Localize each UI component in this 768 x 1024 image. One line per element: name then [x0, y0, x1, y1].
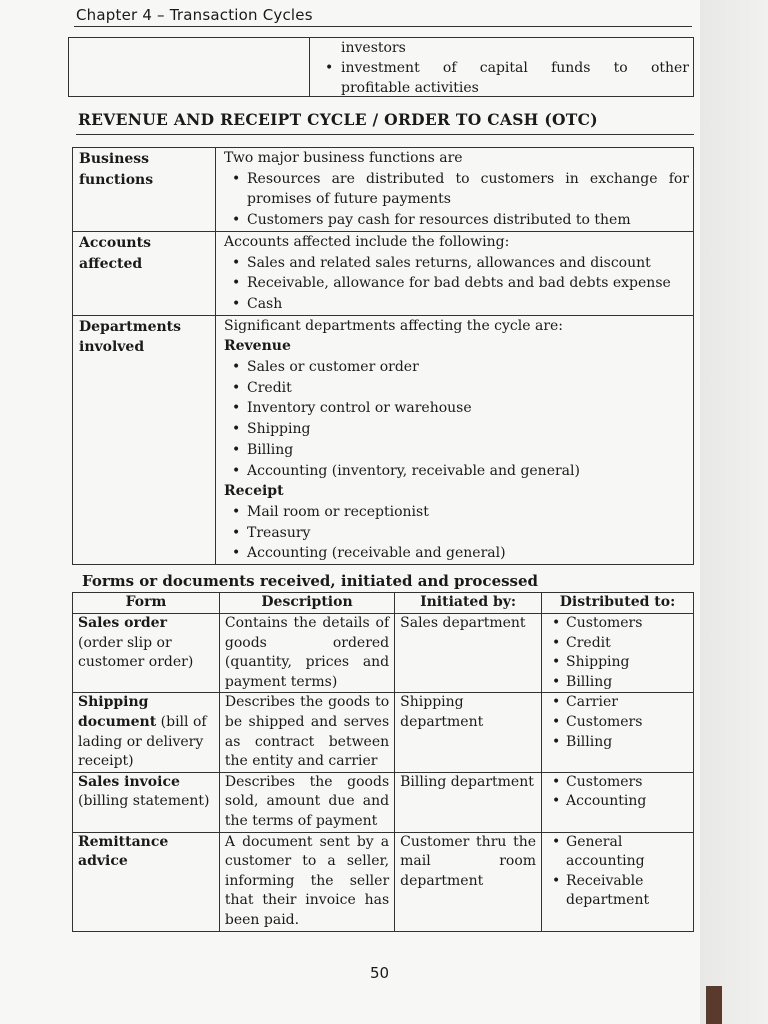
- form-name: Shipping document: [78, 694, 157, 730]
- row-intro: Significant departments affecting the cycle are:: [224, 317, 564, 334]
- form-cell: [73, 614, 220, 693]
- list-item: • Accounting (inventory, receivable and general): [224, 461, 689, 482]
- initiated-cell: Customer thru the mail room department: [395, 832, 542, 931]
- description-cell: Describes the goods to be shipped and serves as contract between the entity and carrier: [219, 693, 394, 772]
- description-cell: Contains the details of goods ordered (quantity, prices and payment terms): [219, 614, 394, 693]
- column-header: Form: [73, 593, 220, 614]
- forms-title: Forms or documents received, initiated and processed: [82, 572, 539, 590]
- list-item: • Cash: [224, 294, 689, 315]
- row-label-line: Business: [79, 151, 150, 167]
- column-header: Initiated by:: [395, 593, 542, 614]
- row-intro: Accounts affected include the following:: [224, 233, 510, 250]
- revenue-heading: Revenue: [224, 338, 291, 355]
- chapter-header: Chapter 4 – Transaction Cycles: [76, 6, 313, 24]
- list-item: • Credit: [550, 634, 688, 654]
- row-content: [216, 148, 694, 232]
- distributed-cell: [542, 693, 694, 772]
- column-header: Distributed to:: [542, 593, 694, 614]
- list-item: • Billing: [550, 673, 688, 693]
- distributed-cell: [542, 832, 694, 931]
- list-item: • Accounting (receivable and general): [224, 543, 689, 564]
- revenue-list: [224, 357, 689, 481]
- distribution-list: [550, 833, 688, 911]
- continuation-cell: [319, 38, 689, 98]
- row-intro: Two major business functions are: [224, 150, 463, 166]
- list-item: • Shipping: [550, 653, 688, 673]
- distribution-list: [550, 693, 688, 752]
- row-label: [73, 148, 216, 232]
- row-label: [73, 231, 216, 315]
- row-label-line: Departments: [79, 318, 181, 335]
- list-item: • Accounting: [550, 792, 688, 812]
- table-header-row: [73, 593, 694, 614]
- list-item: • Customers: [550, 713, 688, 733]
- initiated-cell: Billing department: [395, 772, 542, 832]
- continuation-bullet-line: • investment of capital funds to other: [341, 60, 689, 76]
- row-label-line: affected: [79, 255, 143, 272]
- list-item: • Shipping: [224, 419, 689, 440]
- row-label-line: involved: [79, 339, 145, 356]
- cycle-info-table: [72, 147, 694, 565]
- continuation-text: investors: [341, 40, 406, 56]
- form-cell: [73, 693, 220, 772]
- row-label: [73, 315, 216, 564]
- continuation-bullet-line: profitable activities: [341, 80, 479, 96]
- list-item: • Credit: [224, 378, 689, 399]
- description-cell: Describes the goods sold, amount due and the terms of payment: [219, 772, 394, 832]
- initiated-cell: Shipping department: [395, 693, 542, 772]
- row-content: [216, 231, 694, 315]
- form-detail: (billing statement): [78, 793, 210, 810]
- distribution-list: [550, 614, 688, 692]
- distributed-cell: [542, 772, 694, 832]
- receipt-heading: Receipt: [224, 483, 284, 500]
- row-label-line: Accounts: [79, 234, 151, 251]
- table-row: [73, 772, 694, 832]
- list-item: • Receivable department: [550, 872, 688, 911]
- list-item: • General accounting: [550, 833, 688, 872]
- table-row: [73, 148, 694, 232]
- form-name: Remittance advice: [78, 833, 169, 870]
- column-header: Description: [219, 593, 394, 614]
- continuation-table: [68, 37, 694, 97]
- initiated-cell: Sales department: [395, 614, 542, 693]
- book-cover-corner: [706, 986, 722, 1024]
- form-detail: (bill of lading or delivery receipt): [78, 713, 207, 770]
- page-number: 50: [370, 964, 390, 982]
- forms-table: [72, 592, 694, 932]
- list-item: • Sales and related sales returns, allowances and discount: [224, 253, 689, 274]
- continuation-bullet: [319, 58, 689, 98]
- bullet-list: [224, 253, 689, 315]
- bullet-list: [224, 169, 689, 231]
- table-row: [73, 832, 694, 931]
- list-item: • Treasury: [224, 523, 689, 544]
- list-item: • Customers: [550, 614, 688, 634]
- distributed-cell: [542, 614, 694, 693]
- table-row: [73, 614, 694, 693]
- description-cell: A document sent by a customer to a seller, informing the seller that their invoice has been paid.: [219, 832, 394, 931]
- row-label-line: functions: [79, 171, 154, 188]
- list-item: • Receivable, allowance for bad debts and bad debts expense: [224, 273, 689, 294]
- list-item: • Customers: [550, 773, 688, 793]
- form-name: Sales invoice: [78, 773, 180, 790]
- list-item: • Mail room or receptionist: [224, 502, 689, 523]
- table-row: [73, 231, 694, 315]
- list-item: • Billing: [550, 733, 688, 753]
- continuation-divider: [309, 38, 310, 96]
- page-edge-shadow: [700, 0, 768, 1024]
- section-rule: [76, 134, 694, 135]
- table-row: [73, 315, 694, 564]
- list-item: • Resources are distributed to customers in exchange for promises of future payments: [224, 169, 689, 210]
- distribution-list: [550, 773, 688, 812]
- receipt-list: [224, 502, 689, 564]
- form-cell: [73, 832, 220, 931]
- list-item: • Billing: [224, 440, 689, 461]
- list-item: • Inventory control or warehouse: [224, 398, 689, 419]
- list-item: • Customers pay cash for resources distributed to them: [224, 210, 689, 231]
- table-row: [73, 693, 694, 772]
- list-item: • Sales or customer order: [224, 357, 689, 378]
- row-content: [216, 315, 694, 564]
- header-rule: [74, 26, 692, 27]
- form-name: Sales order: [78, 615, 167, 631]
- form-detail: (order slip or customer order): [78, 634, 194, 671]
- form-cell: [73, 772, 220, 832]
- section-title: REVENUE AND RECEIPT CYCLE / ORDER TO CASH (OTC): [78, 110, 598, 129]
- list-item: • Carrier: [550, 693, 688, 713]
